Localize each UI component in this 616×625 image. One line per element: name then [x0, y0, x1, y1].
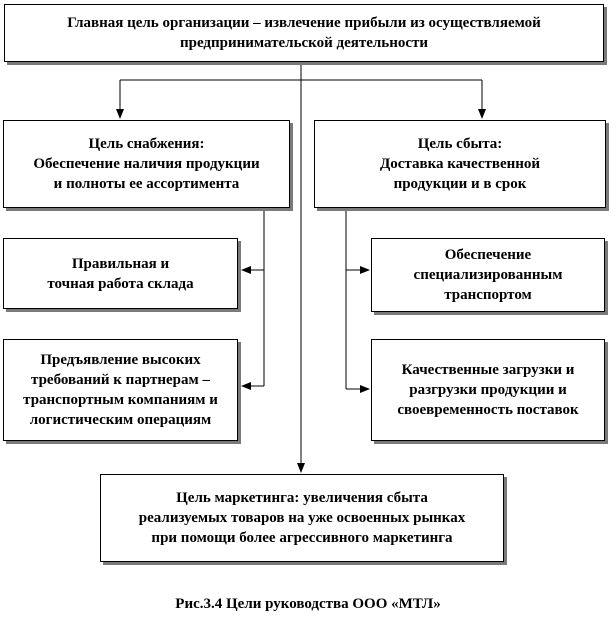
main-goal-box: Главная цель организации – извлечение прибыли из осуществляемой предпринимательской деятельности: [4, 4, 604, 62]
partners-box: Предъявление высоких требований к партнерам – транспортным компаниям и логистическим операциям: [3, 339, 238, 441]
supply-goal-box: Цель снабжения: Обеспечение наличия продукции и полноты ее ассортимента: [3, 120, 290, 208]
sales-goal-box: Цель сбыта: Доставка качественной продукции и в срок: [314, 120, 606, 208]
loading-box: Качественные загрузки и разгрузки продукции и своевременность поставок: [371, 339, 605, 441]
figure-caption: Рис.3.4 Цели руководства ООО «МТЛ»: [175, 596, 441, 612]
transport-box: Обеспечение специализированным транспортом: [371, 238, 605, 312]
marketing-goal-box: Цель маркетинга: увеличения сбыта реализуемых товаров на уже освоенных рынках при помощи более агрессивного маркетинга: [100, 474, 504, 562]
warehouse-box: Правильная и точная работа склада: [3, 238, 238, 309]
